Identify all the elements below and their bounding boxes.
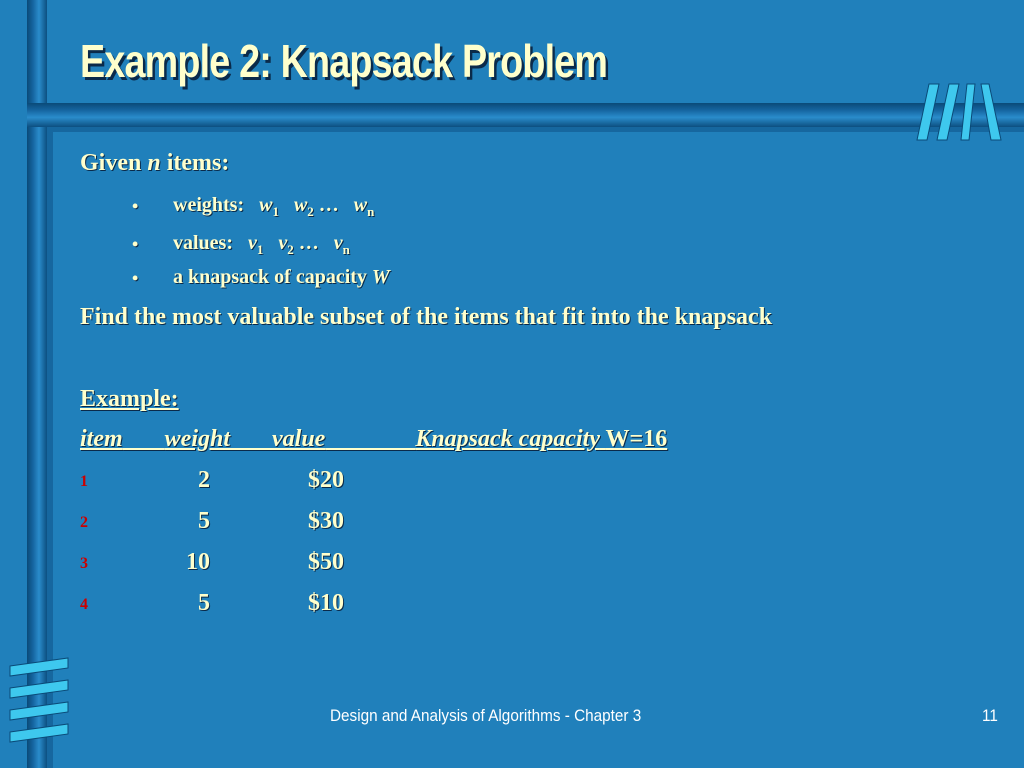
term-base: v xyxy=(248,232,257,254)
footer-course: Design and Analysis of Algorithms - Chapter 3 xyxy=(330,706,642,725)
header-item: item xyxy=(80,426,123,452)
row-item-number: 4 xyxy=(80,596,88,613)
ellipsis: … xyxy=(318,194,339,216)
values-label: values: xyxy=(173,232,233,254)
header-capacity-label: Knapsack capacity xyxy=(415,426,600,452)
row-weight: 10 xyxy=(186,549,210,575)
term-sub: n xyxy=(342,242,350,257)
row-weight: 5 xyxy=(198,590,210,616)
bullet-icon: • xyxy=(132,268,139,288)
term-base: v xyxy=(333,232,343,254)
example-heading: Example: xyxy=(80,386,179,412)
given-prefix: Given xyxy=(80,150,142,176)
given-var: n xyxy=(147,150,161,176)
slanted-stripes-logo-icon xyxy=(915,80,1005,144)
row-item-number: 2 xyxy=(80,514,88,531)
term-base: v xyxy=(278,232,288,254)
capacity-var: W xyxy=(371,266,390,288)
row-value: $20 xyxy=(308,467,344,493)
ellipsis: … xyxy=(298,232,319,254)
row-item-number: 1 xyxy=(80,473,88,490)
capacity-prefix: a knapsack of capacity xyxy=(173,266,367,288)
term-sub: 1 xyxy=(256,242,264,257)
divider-shadow xyxy=(47,127,1024,132)
bullet-icon: • xyxy=(132,234,139,254)
term-base: w xyxy=(353,194,368,216)
find-text: Find the most valuable subset of the items that fit into the knapsack xyxy=(80,304,773,330)
term-sub: 2 xyxy=(307,204,314,219)
given-suffix: items: xyxy=(166,150,230,176)
table-header xyxy=(80,426,667,453)
given-line xyxy=(80,150,229,177)
slide-title: Example 2: Knapsack Problem xyxy=(80,35,608,87)
footer-page-number: 11 xyxy=(982,706,998,725)
term-sub: 1 xyxy=(272,204,279,219)
term-sub: 2 xyxy=(287,242,294,257)
bullet-icon: • xyxy=(132,196,139,216)
decorative-stripes-icon xyxy=(6,656,72,748)
term-base: w xyxy=(259,194,273,216)
row-item-number: 3 xyxy=(80,555,88,572)
title-divider-bar xyxy=(27,103,1024,127)
row-value: $10 xyxy=(308,590,344,616)
header-capacity-value: W=16 xyxy=(605,426,668,452)
weights-label: weights: xyxy=(173,194,245,216)
row-weight: 2 xyxy=(198,467,210,493)
term-sub: n xyxy=(367,204,375,219)
header-weight: weight xyxy=(164,426,230,452)
row-value: $30 xyxy=(308,508,344,534)
term-base: w xyxy=(293,194,308,216)
row-weight: 5 xyxy=(198,508,210,534)
header-value: value xyxy=(272,426,326,452)
row-value: $50 xyxy=(308,549,344,575)
